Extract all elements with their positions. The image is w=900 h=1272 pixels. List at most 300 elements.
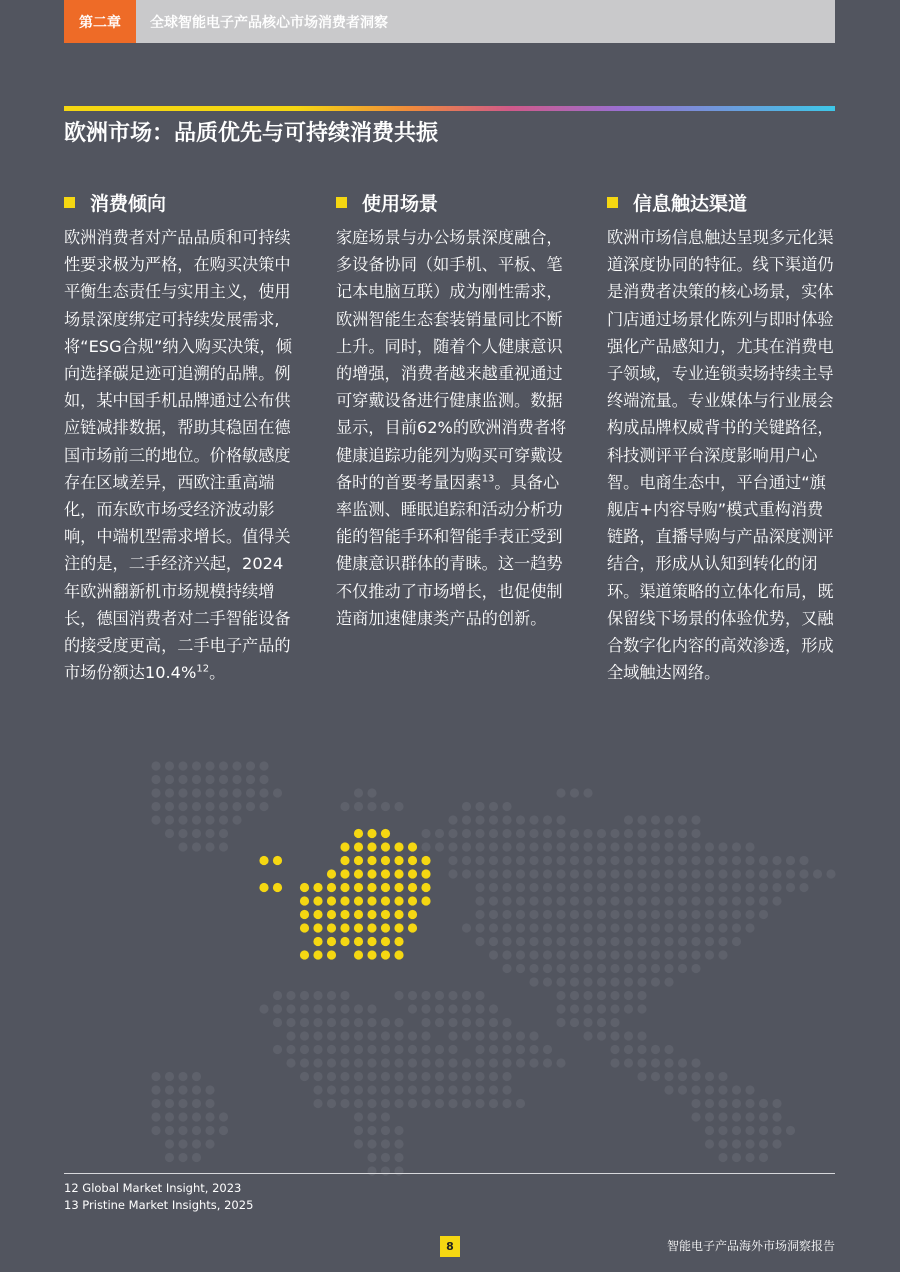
map-dot [165, 1126, 174, 1135]
map-dot [556, 856, 565, 865]
map-dot [637, 991, 646, 1000]
map-dot [529, 842, 538, 851]
map-dot [556, 937, 565, 946]
map-dot [624, 856, 633, 865]
map-dot [178, 842, 187, 851]
map-dot [651, 896, 660, 905]
map-dot [489, 869, 498, 878]
map-dot [718, 856, 727, 865]
map-dot [178, 775, 187, 784]
map-dot [570, 842, 579, 851]
map-dot [502, 1085, 511, 1094]
map-dot [610, 910, 619, 919]
map-dot [732, 923, 741, 932]
map-dot [286, 1004, 295, 1013]
map-dot [759, 896, 768, 905]
map-dot [219, 1112, 228, 1121]
map-dot [610, 869, 619, 878]
map-dot [381, 1139, 390, 1148]
map-dot [340, 1099, 349, 1108]
map-dot [381, 1166, 390, 1175]
map-dot [354, 802, 363, 811]
map-dot [705, 937, 714, 946]
map-dot [678, 923, 687, 932]
map-dot [597, 869, 606, 878]
map-dot [678, 937, 687, 946]
map-dot [624, 883, 633, 892]
map-dot [732, 1099, 741, 1108]
map-dot [340, 802, 349, 811]
map-dot [610, 829, 619, 838]
map-dot [408, 1031, 417, 1040]
map-dot [637, 869, 646, 878]
map-dot [583, 910, 592, 919]
map-dot [664, 910, 673, 919]
map-dot [313, 1045, 322, 1054]
map-dot [678, 815, 687, 824]
map-dot-highlight [381, 869, 390, 878]
map-dot [772, 1126, 781, 1135]
map-dot [718, 1126, 727, 1135]
map-dot [637, 977, 646, 986]
map-dot-highlight [381, 910, 390, 919]
header-bar [64, 0, 835, 43]
map-dot [678, 950, 687, 959]
map-dot [529, 1045, 538, 1054]
map-dot [192, 761, 201, 770]
map-dot [367, 1058, 376, 1067]
map-dot [745, 1139, 754, 1148]
map-dot [705, 1126, 714, 1135]
map-dot [516, 950, 525, 959]
map-dot [381, 1112, 390, 1121]
map-dot [394, 802, 403, 811]
map-dot [313, 1058, 322, 1067]
map-dot [502, 802, 511, 811]
map-dot [583, 856, 592, 865]
map-dot-highlight [367, 883, 376, 892]
map-dot [556, 896, 565, 905]
map-dot [529, 883, 538, 892]
map-dot-highlight [327, 937, 336, 946]
map-dot [745, 1085, 754, 1094]
map-dot [570, 964, 579, 973]
map-dot [610, 1031, 619, 1040]
map-dot [556, 815, 565, 824]
map-dot [556, 842, 565, 851]
map-dot [556, 1018, 565, 1027]
map-dot [475, 910, 484, 919]
map-dot [678, 1072, 687, 1081]
paragraph-text: 欧洲市场信息触达呈现多元化渠道深度协同的特征。线下渠道仍是消费者决策的核心场景，实体门店通过场景化陈列与即时体验强化产品感知力，尤其在消费电子领域，专业连锁卖场持续主导终端流量。专业媒体与行业展会构成品牌权威背书的关键路径，科技测评平台深度影响用户心智。电商生态中，平台通过“旗舰店+内容导购”模式重构消费链路，直播导购与产品深度测评结合，形成从认知到转化的闭环。渠道策略的立体化布局，既保留线下场景的体验优势，又融合数字化内容的高效渗透，形成全域触达网络。 [607, 228, 834, 683]
map-dot [691, 842, 700, 851]
map-dot [502, 842, 511, 851]
map-dot [570, 1018, 579, 1027]
map-dot [421, 1085, 430, 1094]
map-dot [232, 802, 241, 811]
map-dot [313, 991, 322, 1000]
map-dot [678, 1085, 687, 1094]
map-dot-highlight [381, 937, 390, 946]
map-dot [543, 1058, 552, 1067]
paragraph-text: 欧洲消费者对产品品质和可持续性要求极为严格，在购买决策中平衡生态责任与实用主义，使用场景深度绑定可持续发展需求,将“ESG合规”纳入购买决策，倾向选择碳足迹可追溯的品牌。例如，某中国手机品牌通过公布供应链减排数据，帮助其稳固在德国市场前三的地位。价格敏感度存在区域差异，西欧注重高端化，而东欧市场受经济波动影响，中端机型需求增长。值得关注的是，二手经济兴起，2024年欧洲翻新机市场规模持续增长，德国消费者对二手智能设备的接受度更高，二手电子产品的市场份额达10.4% [64, 228, 292, 683]
map-dot [718, 1112, 727, 1121]
map-dot [610, 842, 619, 851]
map-dot [705, 1112, 714, 1121]
map-dot [502, 1031, 511, 1040]
map-dot [543, 842, 552, 851]
page-number: 8 [440, 1236, 460, 1257]
map-dot [624, 1004, 633, 1013]
map-dot [543, 964, 552, 973]
map-dot [583, 923, 592, 932]
map-dot [678, 964, 687, 973]
map-dot [570, 937, 579, 946]
map-dot [475, 896, 484, 905]
map-dot [367, 1072, 376, 1081]
map-dot [462, 1031, 471, 1040]
map-dot [556, 883, 565, 892]
map-dot [354, 1085, 363, 1094]
map-dot [718, 869, 727, 878]
map-dot [718, 883, 727, 892]
map-dot-highlight [327, 883, 336, 892]
map-dot [570, 1004, 579, 1013]
map-dot [597, 991, 606, 1000]
map-dot [354, 1139, 363, 1148]
map-dot-highlight [313, 923, 322, 932]
map-dot [327, 991, 336, 1000]
map-dot [570, 896, 579, 905]
map-dot [624, 977, 633, 986]
map-dot [718, 842, 727, 851]
map-dot [286, 1058, 295, 1067]
map-dot [597, 923, 606, 932]
map-dot-highlight [408, 896, 417, 905]
map-dot [543, 1045, 552, 1054]
map-dot [597, 950, 606, 959]
map-dot-highlight [340, 910, 349, 919]
map-dot [516, 1045, 525, 1054]
map-dot [259, 761, 268, 770]
map-dot [408, 1058, 417, 1067]
map-dot [583, 896, 592, 905]
map-dot [151, 788, 160, 797]
map-dot [543, 896, 552, 905]
map-dot [556, 869, 565, 878]
map-dot [678, 1058, 687, 1067]
map-dot [732, 869, 741, 878]
map-dot [354, 1018, 363, 1027]
map-dot [462, 923, 471, 932]
column-heading [607, 188, 839, 216]
map-dot [462, 856, 471, 865]
map-dot [759, 1099, 768, 1108]
map-dot [192, 1153, 201, 1162]
map-dot [529, 937, 538, 946]
column-heading [64, 188, 296, 216]
map-dot [502, 829, 511, 838]
map-dot [205, 815, 214, 824]
map-dot [192, 802, 201, 811]
map-dot-highlight [300, 923, 309, 932]
map-dot [205, 1099, 214, 1108]
map-dot [772, 1112, 781, 1121]
map-dot [313, 1085, 322, 1094]
map-dot [178, 788, 187, 797]
map-dot [408, 1072, 417, 1081]
report-name: 智能电子产品海外市场洞察报告 [666, 1239, 835, 1253]
map-dot-highlight [394, 869, 403, 878]
map-dot [354, 1004, 363, 1013]
map-dot [205, 1126, 214, 1135]
map-dot [786, 869, 795, 878]
map-dot [529, 964, 538, 973]
map-dot [705, 1085, 714, 1094]
map-dot [664, 937, 673, 946]
map-dot [192, 842, 201, 851]
map-dot [246, 802, 255, 811]
paragraph-tail: 。具备心率监测、睡眠追踪和活动分析功能的智能手环和智能手表正受到健康意识群体的青睐。这一趋势不仅推动了市场增长，也促使制造商加速健康类产品的创新。 [336, 472, 563, 628]
map-dot [381, 1099, 390, 1108]
map-dot-highlight [394, 910, 403, 919]
map-dot [813, 869, 822, 878]
map-dot [394, 1139, 403, 1148]
map-dot [543, 815, 552, 824]
map-dot [421, 829, 430, 838]
map-dot [529, 815, 538, 824]
map-dot [691, 964, 700, 973]
map-dot [651, 869, 660, 878]
map-dot [516, 869, 525, 878]
map-dot [489, 1004, 498, 1013]
map-dot [732, 896, 741, 905]
map-dot [435, 1004, 444, 1013]
map-dot [178, 829, 187, 838]
map-dot-highlight [367, 856, 376, 865]
map-dot [394, 1072, 403, 1081]
map-dot [421, 1072, 430, 1081]
map-dot-highlight [327, 923, 336, 932]
map-dot [691, 856, 700, 865]
map-dot-highlight [381, 883, 390, 892]
map-dot [232, 775, 241, 784]
map-dot [178, 761, 187, 770]
map-dot-highlight [408, 842, 417, 851]
map-dot [151, 761, 160, 770]
map-dot [259, 1004, 268, 1013]
map-dot [381, 1058, 390, 1067]
map-dot [259, 775, 268, 784]
map-dot [300, 1031, 309, 1040]
map-dot [516, 1058, 525, 1067]
map-dot [556, 910, 565, 919]
map-dot-highlight [340, 923, 349, 932]
map-dot-highlight [421, 896, 430, 905]
map-dot [205, 1112, 214, 1121]
map-dot [259, 802, 268, 811]
map-dot [489, 1018, 498, 1027]
map-dot [556, 964, 565, 973]
map-dot [502, 1058, 511, 1067]
map-dot [705, 923, 714, 932]
map-dot [583, 1004, 592, 1013]
map-dot-highlight [327, 950, 336, 959]
map-dot [637, 950, 646, 959]
map-dot [192, 1139, 201, 1148]
map-dot-highlight [313, 896, 322, 905]
map-dot [205, 1139, 214, 1148]
map-dot [475, 991, 484, 1000]
map-dot [745, 842, 754, 851]
map-dot [205, 1085, 214, 1094]
map-dot-highlight [354, 923, 363, 932]
map-dot [772, 1139, 781, 1148]
map-dot [178, 1085, 187, 1094]
map-dot [151, 1112, 160, 1121]
map-dot [732, 1112, 741, 1121]
map-dot [570, 910, 579, 919]
map-dot-highlight [408, 883, 417, 892]
map-dot [313, 1031, 322, 1040]
map-dot [516, 842, 525, 851]
map-dot [165, 775, 174, 784]
map-dot [529, 829, 538, 838]
map-dot [543, 937, 552, 946]
map-dot [516, 1099, 525, 1108]
map-dot [651, 842, 660, 851]
map-dot [394, 1085, 403, 1094]
map-dot [637, 937, 646, 946]
map-dot [718, 923, 727, 932]
map-dot [448, 1058, 457, 1067]
map-dot [610, 950, 619, 959]
map-dot [151, 1072, 160, 1081]
map-dot [745, 910, 754, 919]
map-dot [246, 775, 255, 784]
map-dot [394, 1099, 403, 1108]
map-dot [408, 1004, 417, 1013]
map-dot [327, 1085, 336, 1094]
map-dot [597, 1004, 606, 1013]
map-dot [624, 1058, 633, 1067]
map-dot-highlight [408, 856, 417, 865]
map-dot [718, 937, 727, 946]
map-dot [529, 896, 538, 905]
map-dot [435, 829, 444, 838]
map-dot [165, 1112, 174, 1121]
map-dot [192, 829, 201, 838]
map-dot [205, 761, 214, 770]
map-dot [556, 788, 565, 797]
map-dot [705, 910, 714, 919]
map-dot [610, 883, 619, 892]
map-dot [273, 1045, 282, 1054]
map-dot [313, 1018, 322, 1027]
map-dot [165, 1153, 174, 1162]
map-dot [367, 1112, 376, 1121]
map-dot [448, 991, 457, 1000]
map-dot [556, 991, 565, 1000]
map-dot [759, 856, 768, 865]
map-dot [799, 883, 808, 892]
map-dot [583, 977, 592, 986]
map-dot [664, 950, 673, 959]
chapter-title: 全球智能电子产品核心市场消费者洞察 [150, 14, 388, 31]
map-dot [516, 883, 525, 892]
map-dot-highlight [367, 869, 376, 878]
map-dot [435, 1099, 444, 1108]
map-dot [651, 815, 660, 824]
map-dot [381, 1045, 390, 1054]
map-dot [448, 1018, 457, 1027]
map-dot [691, 829, 700, 838]
map-dot-highlight [354, 829, 363, 838]
map-dot [192, 1085, 201, 1094]
map-dot [651, 1045, 660, 1054]
map-dot [475, 1004, 484, 1013]
map-dot [651, 829, 660, 838]
map-dot [637, 896, 646, 905]
map-dot [610, 896, 619, 905]
map-dot [543, 950, 552, 959]
map-dot [691, 869, 700, 878]
map-dot [381, 1153, 390, 1162]
map-dot [489, 802, 498, 811]
paragraph-text: 家庭场景与办公场景深度融合，多设备协同（如手机、平板、笔记本电脑互联）成为刚性需求，欧洲智能生态套装销量同比不断上升。同时，随着个人健康意识的增强，消费者越来越重视通过可穿戴设备进行健康监测。数据显示，目前62%的欧洲消费者将健康追踪功能列为购买可穿戴设备时的首要考量因素 [336, 228, 567, 492]
map-dot [489, 856, 498, 865]
map-dot [489, 1031, 498, 1040]
map-dot [610, 1004, 619, 1013]
map-dot [637, 829, 646, 838]
map-dot [516, 829, 525, 838]
map-dot [637, 923, 646, 932]
map-dot [502, 950, 511, 959]
map-dot [367, 1031, 376, 1040]
map-dot [718, 1153, 727, 1162]
map-dot [516, 815, 525, 824]
map-dot [583, 1018, 592, 1027]
map-dot [448, 829, 457, 838]
map-dot [732, 1126, 741, 1135]
map-dot [624, 1031, 633, 1040]
map-dot [354, 1099, 363, 1108]
map-dot [718, 1139, 727, 1148]
map-dot-highlight [381, 923, 390, 932]
map-dot [529, 1031, 538, 1040]
square-bullet-icon [607, 197, 618, 208]
map-dot [462, 991, 471, 1000]
map-dot [408, 1099, 417, 1108]
map-dot [462, 1072, 471, 1081]
map-dot [691, 815, 700, 824]
map-dot [246, 788, 255, 797]
map-dot [705, 842, 714, 851]
map-dot [745, 1126, 754, 1135]
map-dot [637, 1031, 646, 1040]
map-dot-highlight [381, 896, 390, 905]
map-dot [367, 1139, 376, 1148]
map-dot [219, 788, 228, 797]
map-dot [691, 896, 700, 905]
map-dot [570, 829, 579, 838]
map-dot [637, 815, 646, 824]
footnote-13: 13 Pristine Market Insights, 2025 [64, 1198, 254, 1212]
map-dot [610, 1018, 619, 1027]
map-dot [705, 1139, 714, 1148]
map-dot-highlight [394, 842, 403, 851]
map-dot-highlight [394, 950, 403, 959]
